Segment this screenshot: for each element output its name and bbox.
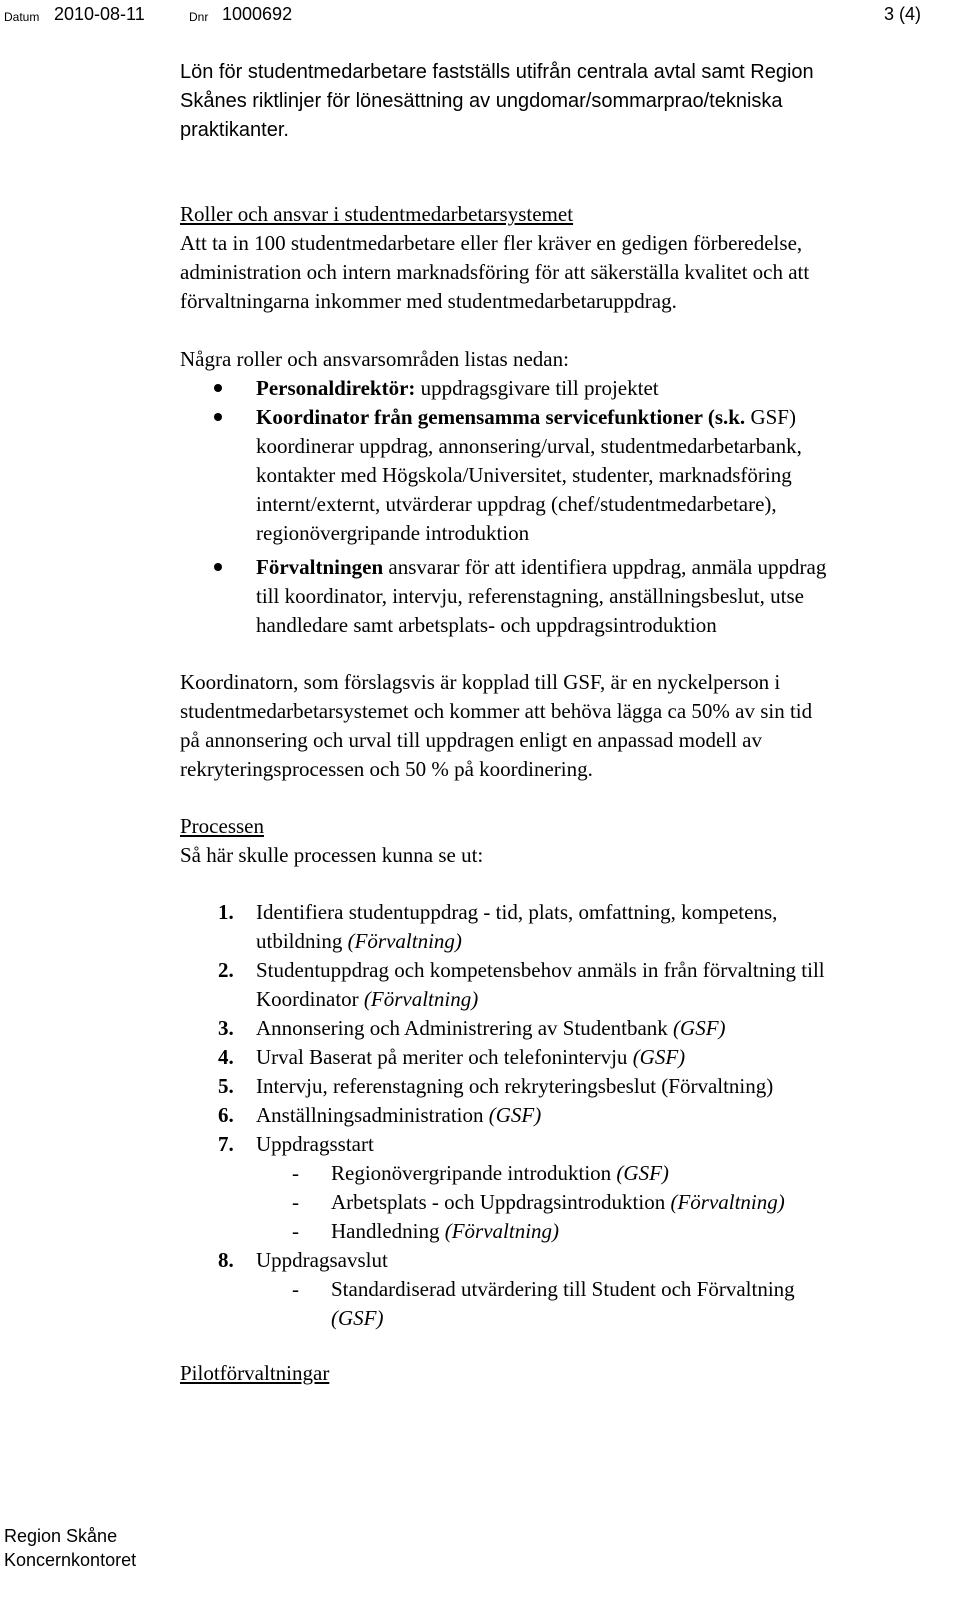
coordinator-line: rekryteringsprocessen och 50 % på koordinering. [180,757,593,781]
step-owner: (GSF) [331,1306,384,1330]
role-title: Förvaltningen [256,555,384,579]
step-text: Identifiera studentuppdrag - tid, plats, omfattning, kompetens, [256,900,778,924]
dnr-label: Dnr [189,10,209,24]
role-description: ansvarar för att identifiera uppdrag, anmäla uppdrag [383,555,827,579]
step-text: Intervju, referenstagning och rekryteringsbeslut (Förvaltning) [256,1074,774,1098]
document-date: 2010-08-11 [54,4,145,24]
datum-label: Datum [4,10,40,24]
process-step [0,1246,960,1275]
role-title: Personaldirektör: [256,376,416,400]
step-owner: (GSF) [616,1161,669,1185]
coordinator-line: studentmedarbetarsystemet och kommer att behöva lägga ca 50% av sin tid [180,699,813,723]
role-title: Koordinator från gemensamma servicefunktioner (s.k. [256,405,746,429]
step-number: 8. [218,1248,234,1272]
step-owner: (Förvaltning) [363,987,479,1011]
role-description: kontakter med Högskola/Universitet, studenter, marknadsföring [256,463,792,487]
intro-paragraph [180,58,814,145]
role-description: internt/externt, utvärderar uppdrag (chef/studentmedarbetare), [256,492,777,516]
process-step [0,1043,960,1072]
step-text: Anställningsadministration [256,1103,489,1127]
sub-step-text: Standardiserad utvärdering till Student och Förvaltning [331,1277,795,1301]
dash-marker: - [292,1190,299,1214]
sub-step [0,1188,960,1217]
bullet-icon [214,563,222,571]
role-description: till koordinator, intervju, referenstagning, anställningsbeslut, utse [256,584,804,608]
roles-line: Att ta in 100 studentmedarbetare eller fler kräver en gedigen förberedelse, [180,231,803,255]
step-owner: (Förvaltning) [670,1190,785,1214]
roles-line: administration och intern marknadsföring för att säkerställa kvalitet och att [180,260,810,284]
process-intro: Så här skulle processen kunna se ut: [180,843,484,867]
step-owner: (GSF) [488,1103,542,1127]
step-text: Uppdragsavslut [256,1248,388,1272]
step-text: Koordinator [256,987,364,1011]
bullet-icon [214,384,222,392]
step-number: 6. [218,1103,234,1127]
process-step [0,1101,960,1130]
sub-step [0,1275,960,1333]
roles-line: förvaltningarna inkommer med studentmedarbetaruppdrag. [180,289,677,313]
step-text: Uppdragsstart [256,1132,374,1156]
page-footer [4,1524,136,1572]
step-number: 3. [218,1016,234,1040]
roles-heading: Roller och ansvar i studentmedarbetarsystemet [180,202,574,226]
role-description: handledare samt arbetsplats- och uppdragsintroduktion [256,613,717,637]
step-owner: (Förvaltning) [347,929,462,953]
step-owner: (GSF) [632,1045,686,1069]
role-description: regionövergripande introduktion [256,521,530,545]
step-text: Studentuppdrag och kompetensbehov anmäls in från förvaltning till [256,958,825,982]
sub-step [0,1217,960,1246]
footer-department: Koncernkontoret [4,1550,137,1570]
step-text: utbildning [256,929,348,953]
step-number: 5. [218,1074,234,1098]
step-text: Annonsering och Administrering av Studentbank [256,1016,674,1040]
roles-list-intro: Några roller och ansvarsområden listas nedan: [180,347,569,371]
process-step [0,898,960,956]
dash-marker: - [292,1219,299,1243]
step-number: 2. [218,958,234,982]
process-heading: Processen [180,814,264,838]
sub-step [0,1159,960,1188]
page-number: 3 (4) [884,4,922,24]
role-description: koordinerar uppdrag, annonsering/urval, studentmedarbetarbank, [256,434,802,458]
step-number: 4. [218,1045,234,1069]
coordinator-line: Koordinatorn, som förslagsvis är kopplad till GSF, är en nyckelperson i [180,670,781,694]
dash-marker: - [292,1277,299,1301]
pilot-heading: Pilotförvaltningar [180,1361,330,1385]
step-owner: (Förvaltning) [444,1219,560,1243]
sub-step-text: Regionövergripande introduktion [331,1161,617,1185]
intro-line: Skånes riktlinjer för lönesättning av ungdomar/sommarprao/tekniska [180,90,783,112]
process-step [0,1072,960,1101]
step-number: 7. [218,1132,234,1156]
step-owner: (GSF) [673,1016,726,1040]
process-step [0,1014,960,1043]
bullet-forvaltningen [256,553,826,640]
coordinator-line: på annonsering och urval till uppdragen enligt en anpassad modell av [180,728,763,752]
step-number: 1. [218,900,234,924]
roles-paragraph [180,229,809,316]
sub-step-text: Handledning [331,1219,445,1243]
page-header [4,4,944,28]
role-description: GSF) [745,405,796,429]
process-steps [0,898,960,1333]
document-number: 1000692 [222,4,293,24]
coordinator-paragraph [180,668,812,784]
intro-line: praktikanter. [180,119,289,141]
process-step [0,956,960,1014]
bullet-personaldirektor [256,374,659,403]
step-text: Urval Baserat på meriter och telefonintervju [256,1045,633,1069]
sub-step-text: Arbetsplats - och Uppdragsintroduktion [331,1190,671,1214]
bullet-koordinator [256,403,802,548]
intro-line: Lön för studentmedarbetare fastställs utifrån centrala avtal samt Region [180,61,814,83]
footer-organization: Region Skåne [4,1526,118,1546]
process-step [0,1130,960,1159]
dash-marker: - [292,1161,299,1185]
bullet-icon [214,413,222,421]
role-description: uppdragsgivare till projektet [415,376,659,400]
